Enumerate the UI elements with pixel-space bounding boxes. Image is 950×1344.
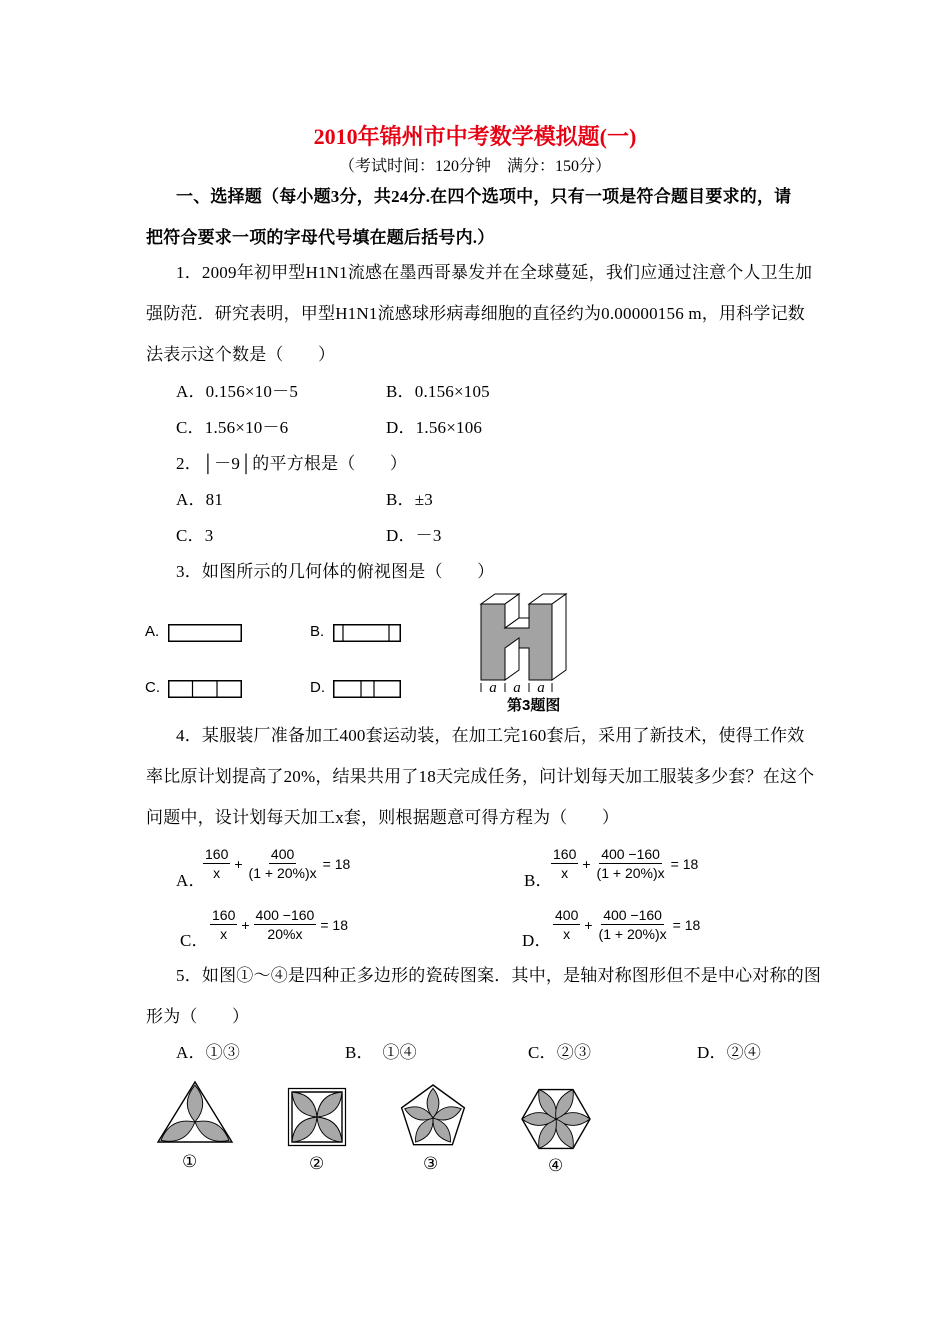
q2-option-c: C．3 <box>176 526 214 545</box>
plus-sign: + <box>241 916 250 933</box>
q3-figure-caption: 第3题图 <box>507 697 561 714</box>
fraction <box>254 906 317 943</box>
q3-option-d-view <box>333 680 401 698</box>
q3-option-b-label: B. <box>310 623 325 640</box>
h-right-side-face <box>552 594 566 680</box>
equation-rhs: = 18 <box>672 916 701 933</box>
q5-option-d: D．②④ <box>697 1043 762 1062</box>
q4-stem-line-3: 问题中，设计划每天加工x套，则根据题意可得方程为（ ） <box>146 808 620 827</box>
plus-sign: + <box>582 855 591 872</box>
q5-option-b: B． ①④ <box>345 1043 417 1062</box>
equation-rhs: = 18 <box>670 855 699 872</box>
tile-figure-square <box>287 1087 349 1149</box>
numerator: 400 −160 <box>255 907 315 923</box>
tile-figure-triangle <box>152 1080 238 1146</box>
q1-stem-line-3: 法表示这个数是（ ） <box>146 345 336 364</box>
numerator: 400 <box>555 907 579 923</box>
denominator: (1 + 20%)x <box>598 926 667 942</box>
q1-option-c: C．1.56×10－6 <box>176 418 289 437</box>
section-heading-line-1: 一、选择题（每小题3分，共24分.在四个选项中，只有一项是符合题目要求的，请 <box>176 187 792 206</box>
q3-option-c-label: C. <box>145 679 160 696</box>
q2-option-d: D．－3 <box>386 526 442 545</box>
q1-stem-line-2: 强防范．研究表明，甲型H1N1流感球形病毒细胞的直径约为0.00000156 m，用科学记数 <box>146 304 805 323</box>
q4-stem-line-2: 率比原计划提高了20%，结果共用了18天完成任务，问计划每天加工服装多少套？在这个 <box>146 767 815 786</box>
q5-option-a: A．①③ <box>176 1043 241 1062</box>
dimension-label: a <box>513 680 521 696</box>
fraction <box>553 906 580 943</box>
page-title: 2010年锦州市中考数学模拟题(一) <box>313 124 637 149</box>
q3-option-b-view <box>333 624 401 642</box>
denominator: x <box>213 865 221 881</box>
q1-option-a: A．0.156×10－5 <box>176 382 299 401</box>
q4-option-d-equation <box>553 906 704 943</box>
q1-option-d: D．1.56×106 <box>386 418 483 437</box>
q4-option-b-equation <box>551 845 702 882</box>
numerator: 160 <box>205 846 229 862</box>
fraction <box>551 845 578 882</box>
numerator: 400 −160 <box>603 907 662 923</box>
denominator: x <box>220 926 228 942</box>
view-outline <box>334 625 401 642</box>
numerator: 400 <box>270 846 295 862</box>
numerator: 160 <box>212 907 236 923</box>
denominator: x <box>563 926 571 942</box>
q3-stem: 3．如图所示的几何体的俯视图是（ ） <box>176 562 495 581</box>
fraction <box>210 906 237 943</box>
q4-option-d-label: D． <box>522 931 552 950</box>
q4-option-a-label: A． <box>176 871 206 890</box>
q2-option-b: B．±3 <box>386 490 433 509</box>
q5-stem-line-1: 5．如图①～④是四种正多边形的瓷砖图案．其中，是轴对称图形但不是中心对称的图 <box>176 966 822 985</box>
q4-option-a-equation <box>203 845 354 882</box>
tile-label-3: ③ <box>423 1154 439 1173</box>
view-outline <box>334 681 401 698</box>
dimension-label: a <box>537 680 545 696</box>
q3-option-a-view <box>168 624 242 642</box>
denominator: x <box>561 865 569 881</box>
tile-figure-hexagon <box>519 1084 593 1154</box>
tile-figure-pentagon <box>397 1081 469 1151</box>
fraction <box>597 906 669 943</box>
tile-label-4: ④ <box>548 1156 564 1175</box>
q3-option-a-label: A. <box>145 623 160 640</box>
view-outline <box>169 681 242 698</box>
numerator: 160 <box>553 846 577 862</box>
dimension-label: a <box>489 680 497 696</box>
q3-option-d-label: D. <box>310 679 325 696</box>
q1-option-b: B．0.156×105 <box>386 382 490 401</box>
denominator: (1 + 20%)x <box>248 865 317 881</box>
equation-rhs: = 18 <box>322 855 351 872</box>
tile-label-2: ② <box>309 1154 325 1173</box>
q4-option-b-label: B． <box>524 871 553 890</box>
q5-stem-line-2: 形为（ ） <box>146 1007 250 1026</box>
fraction <box>595 845 667 882</box>
q3-option-c-view <box>168 680 242 698</box>
fraction <box>203 845 230 882</box>
q4-option-c-label: C． <box>180 931 209 950</box>
q2-stem: 2．│－9│的平方根是（ ） <box>176 454 408 473</box>
plus-sign: + <box>234 855 243 872</box>
q4-stem-line-1: 4．某服装厂准备加工400套运动装，在加工完160套后，采用了新技术，使得工作效 <box>176 726 805 745</box>
numerator: 400 −160 <box>601 846 660 862</box>
view-outline <box>169 625 242 642</box>
plus-sign: + <box>584 916 593 933</box>
equation-rhs: = 18 <box>320 916 348 933</box>
tile-label-1: ① <box>182 1152 198 1171</box>
q2-option-a: A．81 <box>176 490 224 509</box>
denominator: (1 + 20%)x <box>596 865 665 881</box>
exam-info: （考试时间：120分钟 满分：150分） <box>338 158 611 175</box>
denominator: 20%x <box>267 926 303 942</box>
q4-option-c-equation <box>210 906 352 943</box>
section-heading-line-2: 把符合要求一项的字母代号填在题后括号内.） <box>146 228 495 247</box>
q1-stem-line-1: 1．2009年初甲型H1N1流感在墨西哥暴发并在全球蔓延，我们应通过注意个人卫生加 <box>176 263 813 282</box>
q5-option-c: C．②③ <box>528 1043 592 1062</box>
fraction <box>247 845 319 882</box>
